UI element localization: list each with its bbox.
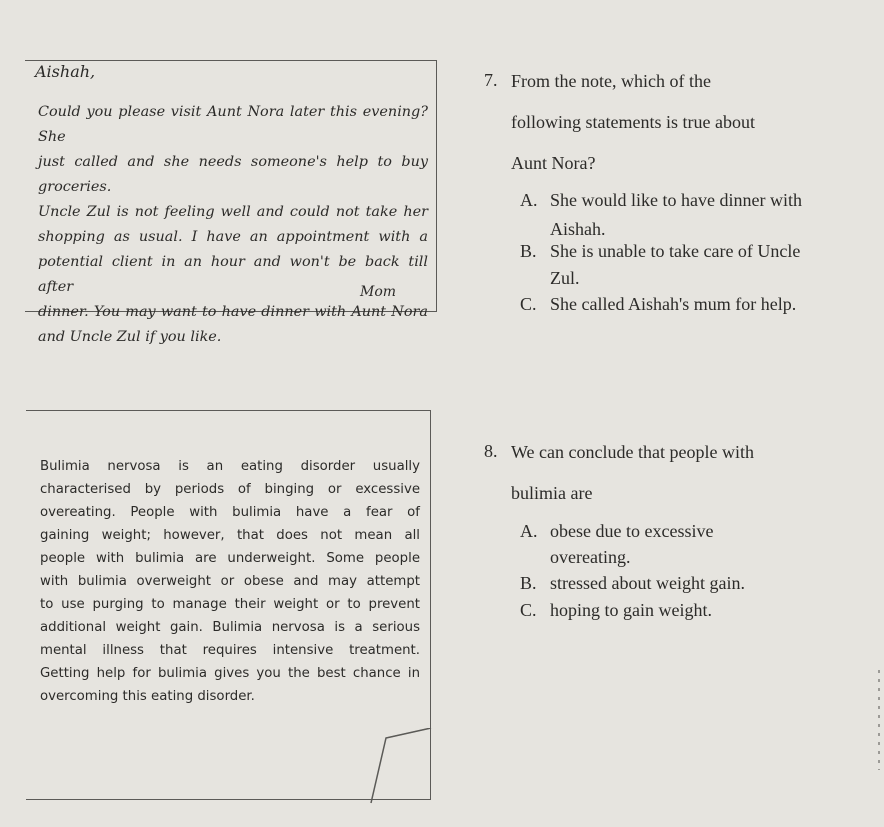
note-line: Uncle Zul is not feeling well and could not take her: [38, 204, 428, 220]
note-line: shopping as usual. I have an appointment with a: [38, 229, 428, 245]
passage-line: Getting help for bulimia gives you the best chance in: [40, 666, 420, 681]
note-line: and Uncle Zul if you like.: [38, 329, 222, 345]
note-body: [38, 100, 428, 350]
question-8-option-b-letter: B.: [520, 573, 537, 593]
passage-line: people with bulimia are underweight. Some people: [40, 551, 420, 566]
question-8-option-a-text: overeating.: [550, 547, 631, 567]
note-line: dinner. You may want to have dinner with Aunt Nora: [38, 304, 428, 320]
question-7-option-c-text: She called Aishah's mum for help.: [550, 294, 797, 314]
passage-line: characterised by periods of binging or excessive: [40, 482, 420, 497]
question-7-line: From the note, which of the: [511, 71, 711, 91]
page-edge-mark: [876, 670, 882, 770]
passage-line: Bulimia nervosa is an eating disorder usually: [40, 459, 420, 474]
question-7-line: following statements is true about: [511, 112, 755, 132]
passage-line: mental illness that requires intensive treatment.: [40, 643, 420, 658]
question-7-option-a-letter: A.: [520, 190, 538, 210]
note-line: Could you please visit Aunt Nora later this evening? She: [38, 104, 428, 145]
folded-corner-icon: [370, 728, 434, 804]
question-8-option-c-text: hoping to gain weight.: [550, 600, 712, 620]
passage-line: gaining weight; however, that does not mean all: [40, 528, 420, 543]
question-8-number: 8.: [484, 441, 498, 461]
question-8-option-a-letter: A.: [520, 521, 538, 541]
note-signature: Mom: [360, 284, 397, 300]
question-7-option-a-text: Aishah.: [550, 219, 606, 239]
question-7-option-a-text: She would like to have dinner with: [550, 190, 802, 210]
question-8-option-a-text: obese due to excessive: [550, 521, 714, 541]
passage-line: overeating. People with bulimia have a fear of: [40, 505, 420, 520]
passage-line: additional weight gain. Bulimia nervosa is a serious: [40, 620, 420, 635]
note-salutation: Aishah,: [35, 62, 96, 81]
note-line: just called and she needs someone's help to buy groceries.: [38, 154, 428, 195]
question-8-option-c-letter: C.: [520, 600, 537, 620]
passage-line: overcoming this eating disorder.: [40, 689, 255, 704]
question-8-line: bulimia are: [511, 483, 593, 503]
question-7-number: 7.: [484, 70, 498, 90]
question-7-option-c-letter: C.: [520, 294, 537, 314]
passage-line: with bulimia overweight or obese and may attempt: [40, 574, 420, 589]
passage-text: [40, 455, 420, 708]
question-7-option-b-text: She is unable to take care of Uncle: [550, 241, 801, 261]
question-7-option-b-letter: B.: [520, 241, 537, 261]
question-7-line: Aunt Nora?: [511, 153, 596, 173]
question-8-line: We can conclude that people with: [511, 442, 754, 462]
passage-line: to use purging to manage their weight or to prevent: [40, 597, 420, 612]
question-8-option-b-text: stressed about weight gain.: [550, 573, 745, 593]
question-7-option-b-text: Zul.: [550, 268, 580, 288]
note-line: potential client in an hour and won't be back till after: [38, 254, 428, 295]
